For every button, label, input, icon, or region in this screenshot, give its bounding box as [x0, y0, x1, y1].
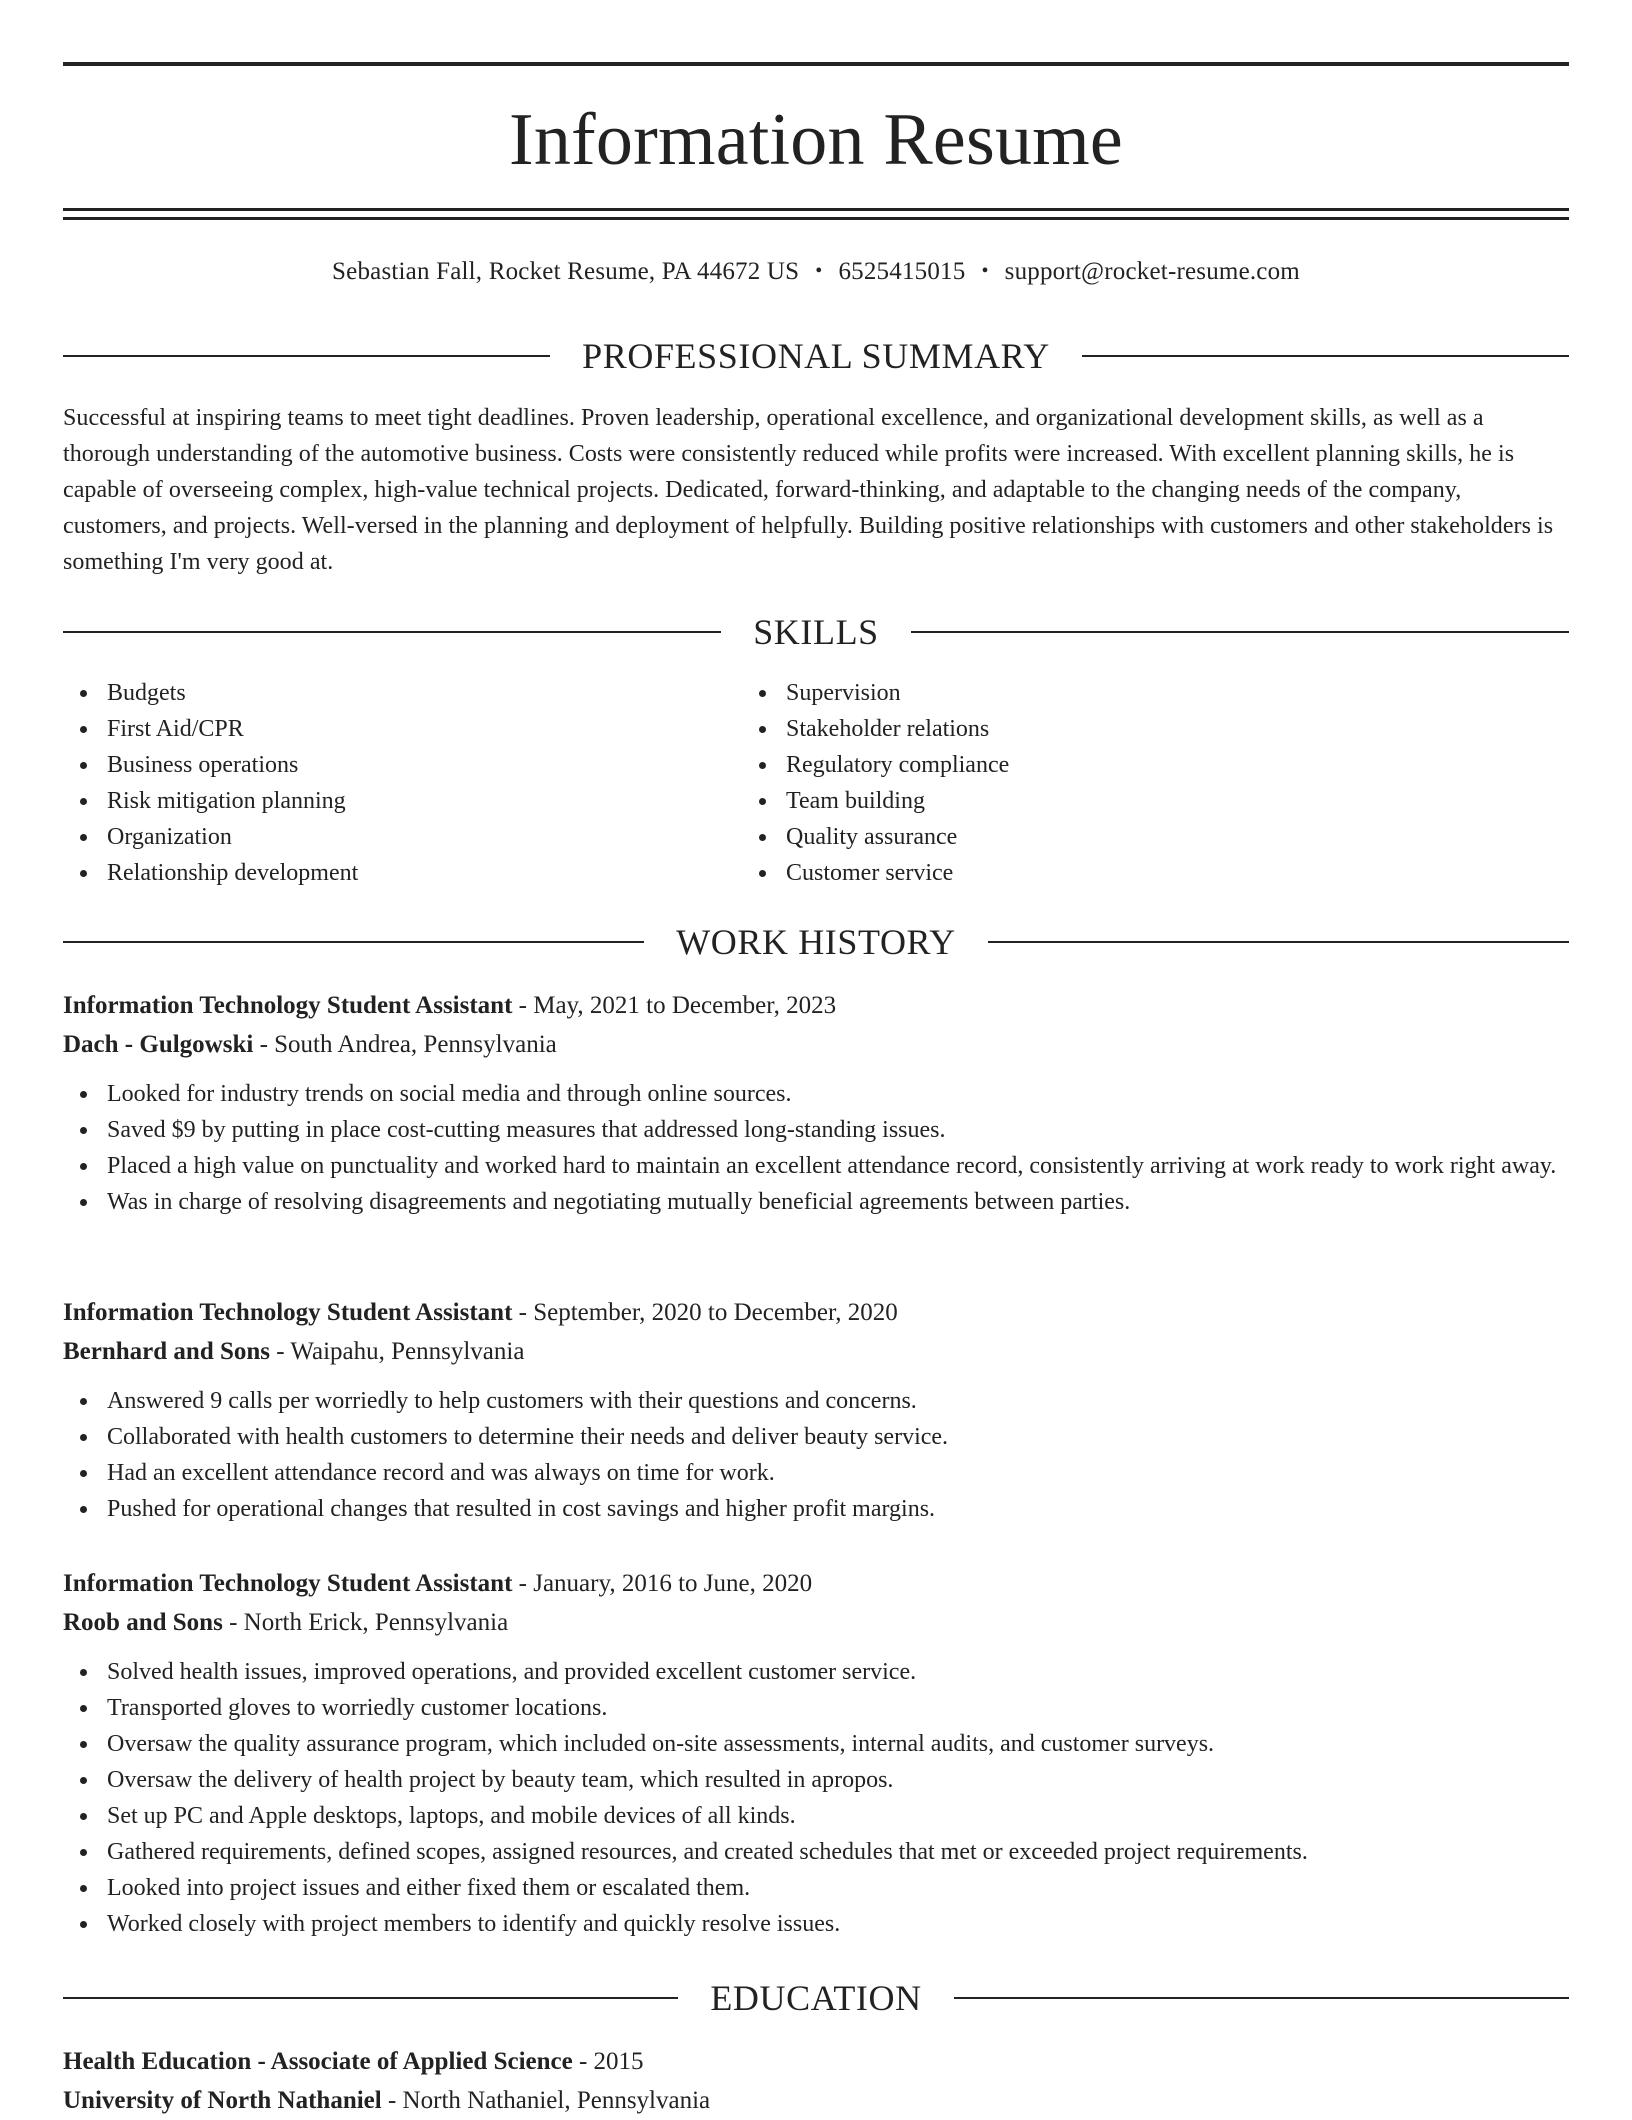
heading-rule-right: [988, 941, 1569, 943]
job-bullet: Placed a high value on punctuality and worked hard to maintain an excellent attendance record, consistently arriving at work ready to work right away.: [63, 1148, 1569, 1184]
job-dates: - January, 2016 to June, 2020: [512, 1570, 813, 1597]
job-bullet: Looked into project issues and either fixed them or escalated them.: [63, 1870, 1569, 1906]
job-bullet: Transported gloves to worriedly customer locations.: [63, 1690, 1569, 1726]
skills-list: [63, 675, 1569, 891]
job-title: Information Technology Student Assistant: [63, 1299, 513, 1326]
job-bullets: [63, 1383, 1569, 1527]
education-degree-line: [63, 2042, 1569, 2081]
contact-phone: 6525415015: [838, 258, 966, 285]
skill-item: Regulatory compliance: [742, 747, 1009, 783]
skill-item: Risk mitigation planning: [63, 783, 1569, 819]
job-location: - Waipahu, Pennsylvania: [270, 1338, 525, 1365]
contact-line: [63, 254, 1569, 289]
job-location: - South Andrea, Pennsylvania: [253, 1031, 557, 1058]
skill-item: First Aid/CPR: [63, 711, 1569, 747]
job-bullet: Solved health issues, improved operations, and provided excellent customer service.: [63, 1654, 1569, 1690]
top-rule: [63, 62, 1569, 66]
skill-item: Stakeholder relations: [742, 711, 1009, 747]
skill-item: Supervision: [742, 675, 1009, 711]
job-entry: [63, 1564, 1569, 1942]
contact-email: support@rocket-resume.com: [1004, 258, 1300, 285]
job-title: Information Technology Student Assistant: [63, 1570, 513, 1597]
work-heading: WORK HISTORY: [676, 922, 956, 962]
job-bullet: Was in charge of resolving disagreements and negotiating mutually beneficial agreements between parties.: [63, 1184, 1569, 1220]
skill-item: Budgets: [63, 675, 1569, 711]
job-title: Information Technology Student Assistant: [63, 992, 513, 1019]
job-bullet: Oversaw the delivery of health project by beauty team, which resulted in apropos.: [63, 1762, 1569, 1798]
education-heading: EDUCATION: [710, 1978, 922, 2018]
contact-separator: •: [815, 260, 823, 282]
job-bullet: Looked for industry trends on social media and through online sources.: [63, 1076, 1569, 1112]
job-bullet: Had an excellent attendance record and was always on time for work.: [63, 1455, 1569, 1491]
skill-item: Organization: [63, 819, 1569, 855]
job-location: - North Erick, Pennsylvania: [222, 1609, 509, 1636]
summary-heading: PROFESSIONAL SUMMARY: [582, 336, 1050, 376]
skill-item: Business operations: [63, 747, 1569, 783]
job-entry: [63, 986, 1569, 1220]
work-section-heading: [63, 920, 1569, 964]
heading-rule-left: [63, 941, 644, 943]
skill-item: Quality assurance: [742, 819, 1009, 855]
job-bullet: Set up PC and Apple desktops, laptops, and mobile devices of all kinds.: [63, 1798, 1569, 1834]
education-entry: [63, 2042, 1569, 2120]
job-bullet: Worked closely with project members to identify and quickly resolve issues.: [63, 1906, 1569, 1942]
job-company: Roob and Sons: [63, 1609, 223, 1636]
title-double-rule: [63, 208, 1569, 220]
job-title-line: [63, 986, 1569, 1025]
job-bullet: Saved $9 by putting in place cost-cutting measures that addressed long-standing issues.: [63, 1112, 1569, 1148]
job-dates: - September, 2020 to December, 2020: [512, 1299, 898, 1326]
job-bullet: Oversaw the quality assurance program, which included on-site assessments, internal audits, and customer surveys.: [63, 1726, 1569, 1762]
job-title-line: [63, 1293, 1569, 1332]
job-company-line: [63, 1603, 1569, 1642]
heading-rule-left: [63, 1997, 678, 1999]
job-company-line: [63, 1025, 1569, 1064]
job-company: Dach - Gulgowski: [63, 1031, 254, 1058]
heading-rule-left: [63, 631, 721, 633]
education-school-line: [63, 2081, 1569, 2120]
job-bullet: Pushed for operational changes that resulted in cost savings and higher profit margins.: [63, 1491, 1569, 1527]
job-bullet: Collaborated with health customers to determine their needs and deliver beauty service.: [63, 1419, 1569, 1455]
job-entry: [63, 1293, 1569, 1527]
skills-column-right: [63, 675, 1009, 891]
job-bullets: [63, 1076, 1569, 1220]
job-dates: - May, 2021 to December, 2023: [512, 992, 837, 1019]
heading-rule-right: [911, 631, 1569, 633]
job-title-line: [63, 1564, 1569, 1603]
contact-separator: •: [981, 260, 989, 282]
skill-item: Relationship development: [63, 855, 1569, 891]
contact-address: Sebastian Fall, Rocket Resume, PA 44672 US: [332, 258, 800, 285]
education-year: - 2015: [572, 2048, 644, 2075]
heading-rule-right: [1082, 355, 1569, 357]
summary-text: Successful at inspiring teams to meet tight deadlines. Proven leadership, operational excellence, and organizational development skills, as well as a thorough understanding of the automotive business. Costs were consistently reduced while profits were increased. With excellent planning skills, he is capable of overseeing complex, high-value technical projects. Dedicated, forward-thinking, and adaptable to the changing needs of the company, customers, and projects. Well-versed in the planning and deployment of helpfully. Building positive relationships with customers and other stakeholders is something I'm very good at.: [63, 405, 1554, 575]
skill-item: Team building: [742, 783, 1009, 819]
education-location: - North Nathaniel, Pennsylvania: [381, 2087, 711, 2114]
education-section-heading: [63, 1976, 1569, 2020]
job-bullets: [63, 1654, 1569, 1942]
education-school: University of North Nathaniel: [63, 2087, 382, 2114]
job-company: Bernhard and Sons: [63, 1338, 271, 1365]
skills-heading: SKILLS: [753, 612, 879, 652]
heading-rule-right: [954, 1997, 1569, 1999]
job-company-line: [63, 1332, 1569, 1371]
heading-rule-left: [63, 355, 550, 357]
skills-section-heading: [63, 610, 1569, 654]
job-bullet: Answered 9 calls per worriedly to help customers with their questions and concerns.: [63, 1383, 1569, 1419]
skill-item: Customer service: [742, 855, 1009, 891]
resume-title: Information Resume: [509, 99, 1123, 181]
job-bullet: Gathered requirements, defined scopes, assigned resources, and created schedules that met or exceeded project requirements.: [63, 1834, 1569, 1870]
summary-section-heading: [63, 334, 1569, 378]
education-degree: Health Education - Associate of Applied Science: [63, 2048, 573, 2075]
